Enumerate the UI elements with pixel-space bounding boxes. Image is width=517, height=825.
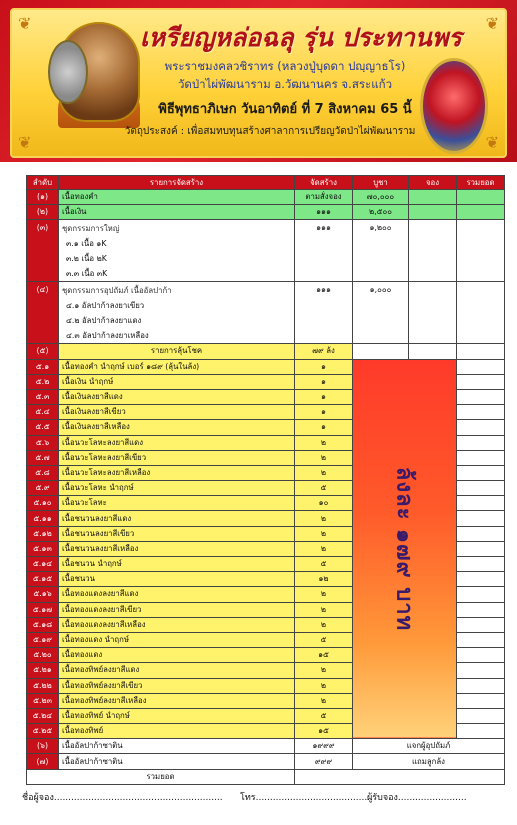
row-item [59,220,295,282]
row-item-title: ชุดกรรมการอุปถัมภ์ เนื้ออัลปาก้า [62,286,172,296]
row-no: ๕.๑๗ [27,602,59,617]
total-input-cell[interactable] [457,648,505,663]
row-item: เนื้อชนวนลงยาสีแดง [59,511,295,526]
row-item: เนื้อทองแดงลงยาสีแดง [59,587,295,602]
table-row [27,754,505,769]
table-row [27,359,505,374]
row-no: ๕.๑๐ [27,496,59,511]
total-input-cell[interactable] [457,557,505,572]
lottery-price-cell [353,359,457,739]
row-no: ๕.๗ [27,450,59,465]
row-item: เนื้อชนวน [59,572,295,587]
col-header-item: รายการจัดสร้าง [59,176,295,190]
row-item: เนื้อเงิน [59,205,295,220]
row-no: ๕.๑๙ [27,632,59,647]
grand-total-cell[interactable] [295,769,505,784]
row-sub-item: ๓.๒ เนื้อ ๒K [66,254,107,264]
row-qty: ๑ [295,389,353,404]
row-sub-item: ๔.๑ อัลปาก้าลงยาเขียว [66,301,145,311]
row-sub-item: ๓.๓ เนื้อ ๓K [66,269,108,279]
row-no: ๕.๙ [27,481,59,496]
table-row [27,739,505,754]
phone-field[interactable]: โทร......................................... [240,793,373,803]
row-qty: ๕ [295,481,353,496]
row-qty: ๕ [295,632,353,647]
total-input-cell[interactable] [457,344,505,359]
col-header-qty: จัดสร้าง [295,176,353,190]
row-no: ๕.๓ [27,389,59,404]
row-no: (๓) [27,220,59,282]
total-input-cell[interactable] [457,678,505,693]
col-header-no: ลำดับ [27,176,59,190]
corner-ornament-icon: ❦ [18,14,32,33]
row-qty: ๒ [295,435,353,450]
order-input-cell[interactable] [409,220,457,282]
row-no: (๔) [27,282,59,344]
table-header-row [27,176,505,190]
col-header-order: จอง [409,176,457,190]
total-input-cell[interactable] [457,541,505,556]
row-qty: ๕ [295,708,353,723]
page-title: เหรียญหล่อฉลุ รุ่น ประทานพร [140,23,462,52]
row-sub-item: ๔.๓ อัลปาก้าลงยาเหลือง [66,331,149,341]
row-price: ๑,๐๐๐ [353,282,409,344]
ceremony-date: พิธีพุทธาภิเษก วันอาทิตย์ ที่ 7 สิงหาคม 65 นี้ [158,102,412,117]
row-qty: ๒ [295,511,353,526]
row-item: เนื้อนวะโลหะ นำฤกษ์ [59,481,295,496]
row-item: เนื้อเงินลงยาสีเขียว [59,405,295,420]
total-input-cell[interactable] [457,405,505,420]
silver-amulet-image [48,40,88,104]
booker-name-field[interactable]: ชื่อผู้จอง........................................................... [22,793,223,803]
row-item: เนื้อเงิน นำฤกษ์ [59,374,295,389]
table-row [27,205,505,220]
row-qty: ๑๙๙๙ [295,739,353,754]
receiver-field[interactable]: ผู้รับจอง........................ [367,793,467,803]
row-qty: ๕ [295,557,353,572]
row-no: ๕.๘ [27,465,59,480]
total-input-cell[interactable] [457,420,505,435]
row-no: (๒) [27,205,59,220]
monk-name: พระราชมงคลวชิราทร (หลวงปู่บุดดา ปญฺญาธโร) [164,59,406,73]
total-input-cell[interactable] [457,389,505,404]
purpose-text: วัตถุประสงค์ : เพื่อสมทบทุนสร้างศาลาการเปรียญวัดป่าไผ่พัฒนาราม [124,126,416,137]
row-item: เนื้อนวะโลหะลงยาสีเขียว [59,450,295,465]
row-qty: ๒ [295,526,353,541]
row-no: (๗) [27,754,59,769]
row-no: ๕.๑ [27,359,59,374]
row-no: (๑) [27,190,59,205]
row-item: เนื้อเงินลงยาสีแดง [59,389,295,404]
row-qty: ๑๑๑ [295,220,353,282]
row-price: ๑,๒๐๐ [353,220,409,282]
row-qty: ตามสั่งจอง [295,190,353,205]
row-no: ๕.๒๐ [27,648,59,663]
corner-ornament-icon: ❦ [485,133,499,152]
table-row [27,190,505,205]
row-qty: ๗๙ ล้ง [295,344,353,359]
row-no: ๕.๑๑ [27,511,59,526]
total-input-cell[interactable] [457,205,505,220]
total-input-cell[interactable] [457,359,505,374]
row-sub-item: ๓.๑ เนื้อ ๑K [66,239,107,249]
col-header-total: รวมยอด [457,176,505,190]
total-input-cell[interactable] [457,632,505,647]
row-item: เนื้อชนวนลงยาสีเหลือง [59,541,295,556]
corner-ornament-icon: ❦ [485,14,499,33]
table-row [27,282,505,344]
row-qty: ๑ [295,374,353,389]
row-item: เนื้อนวะโลหะลงยาสีเหลือง [59,465,295,480]
row-qty: ๒ [295,617,353,632]
row-no: ๕.๑๘ [27,617,59,632]
row-no: ๕.๒๔ [27,708,59,723]
row-item: เนื้อทองทิพย์ลงยาสีเหลือง [59,693,295,708]
row-qty: ๒ [295,541,353,556]
row-item: รายการลุ้นโชค [59,344,295,359]
row-item: เนื้อทองทิพย์ลงยาสีแดง [59,663,295,678]
row-item: เนื้อนวะโลหะลงยาสีแดง [59,435,295,450]
total-input-cell[interactable] [457,526,505,541]
order-input-cell[interactable] [409,190,457,205]
order-input-cell[interactable] [409,205,457,220]
row-qty: ๒ [295,693,353,708]
row-qty: ๒ [295,663,353,678]
row-item: เนื้อทองแดง นำฤกษ์ [59,632,295,647]
total-input-cell[interactable] [457,190,505,205]
row-no: ๕.๖ [27,435,59,450]
row-item: เนื้อทองทิพย์ นำฤกษ์ [59,708,295,723]
total-input-cell[interactable] [457,481,505,496]
total-input-cell[interactable] [457,220,505,282]
temple-name: วัดป่าไผ่พัฒนาราม อ.วัฒนานคร จ.สระแก้ว [177,77,393,91]
total-input-cell[interactable] [457,435,505,450]
row-no: ๕.๔ [27,405,59,420]
total-input-cell[interactable] [457,511,505,526]
row-no: ๕.๑๒ [27,526,59,541]
table-row [27,344,505,359]
row-item [59,282,295,344]
total-input-cell[interactable] [457,282,505,344]
row-note: แถมลูกล้ง [353,754,505,769]
row-qty: ๑ [295,420,353,435]
row-item: เนื้อชนวนลงยาสีเขียว [59,526,295,541]
row-sub-item: ๔.๒ อัลปาก้าลงยาแดง [66,316,142,326]
lottery-price-label: ล้งละ ๑๗๙ บาท [391,466,416,632]
table-total-row [27,769,505,784]
total-label: รวมยอด [27,769,295,784]
row-qty: ๒ [295,465,353,480]
row-item: เนื้อทองทิพย์ [59,724,295,739]
row-item: เนื้อชนวน นำฤกษ์ [59,557,295,572]
total-input-cell[interactable] [457,465,505,480]
row-qty: ๒ [295,678,353,693]
row-qty: ๑ [295,405,353,420]
row-qty: ๑๒ [295,572,353,587]
row-price: ๗๐,๐๐๐ [353,190,409,205]
order-table [26,175,505,785]
row-qty: ๙๙๙ [295,754,353,769]
row-no: ๕.๕ [27,420,59,435]
header-banner [0,0,517,162]
total-input-cell[interactable] [457,602,505,617]
row-no: ๕.๒๓ [27,693,59,708]
total-input-cell[interactable] [457,708,505,723]
total-input-cell[interactable] [457,724,505,739]
row-qty: ๒ [295,450,353,465]
row-item: เนื้อทองคำ [59,190,295,205]
total-input-cell[interactable] [457,374,505,389]
row-qty: ๑ [295,359,353,374]
row-qty: ๑๐ [295,496,353,511]
row-qty: ๒ [295,602,353,617]
total-input-cell[interactable] [457,663,505,678]
row-note: แจกผู้อุปถัมภ์ [353,739,505,754]
row-item: เนื้อนวะโลหะ [59,496,295,511]
order-input-cell[interactable] [409,344,457,359]
total-input-cell[interactable] [457,693,505,708]
row-no: (๕) [27,344,59,359]
total-input-cell[interactable] [457,572,505,587]
row-qty: ๑๑๑ [295,205,353,220]
row-item: เนื้อทองคำ นำฤกษ์ เบอร์ ๑๘๙ (ลุ้นในล้ง) [59,359,295,374]
row-item: เนื้อเงินลงยาสีเหลือง [59,420,295,435]
total-input-cell[interactable] [457,496,505,511]
row-no: ๕.๑๖ [27,587,59,602]
row-item: เนื้อทองแดงลงยาสีเหลือง [59,617,295,632]
row-no: (๖) [27,739,59,754]
row-item: เนื้อทองทิพย์ลงยาสีเขียว [59,678,295,693]
total-input-cell[interactable] [457,450,505,465]
row-qty: ๑๕ [295,648,353,663]
row-no: ๕.๑๓ [27,541,59,556]
row-no: ๕.๒ [27,374,59,389]
row-no: ๕.๑๔ [27,557,59,572]
blank-cell [353,344,409,359]
total-input-cell[interactable] [457,587,505,602]
row-no: ๕.๒๑ [27,663,59,678]
row-qty: ๑๑๑ [295,282,353,344]
table-row [27,220,505,282]
row-no: ๕.๒๕ [27,724,59,739]
row-item-title: ชุดกรรมการใหญ่ [62,224,120,234]
total-input-cell[interactable] [457,617,505,632]
row-qty: ๒ [295,587,353,602]
corner-ornament-icon: ❦ [18,133,32,152]
row-item: เนื้ออัลปาก้าซาติน [59,754,295,769]
row-item: เนื้อทองแดง [59,648,295,663]
col-header-price: บูชา [353,176,409,190]
row-price: ๒,๕๐๐ [353,205,409,220]
row-item: เนื้ออัลปาก้าซาติน [59,739,295,754]
order-input-cell[interactable] [409,282,457,344]
row-no: ๕.๒๒ [27,678,59,693]
row-no: ๕.๑๕ [27,572,59,587]
row-item: เนื้อทองแดงลงยาสีเขียว [59,602,295,617]
row-qty: ๑๕ [295,724,353,739]
